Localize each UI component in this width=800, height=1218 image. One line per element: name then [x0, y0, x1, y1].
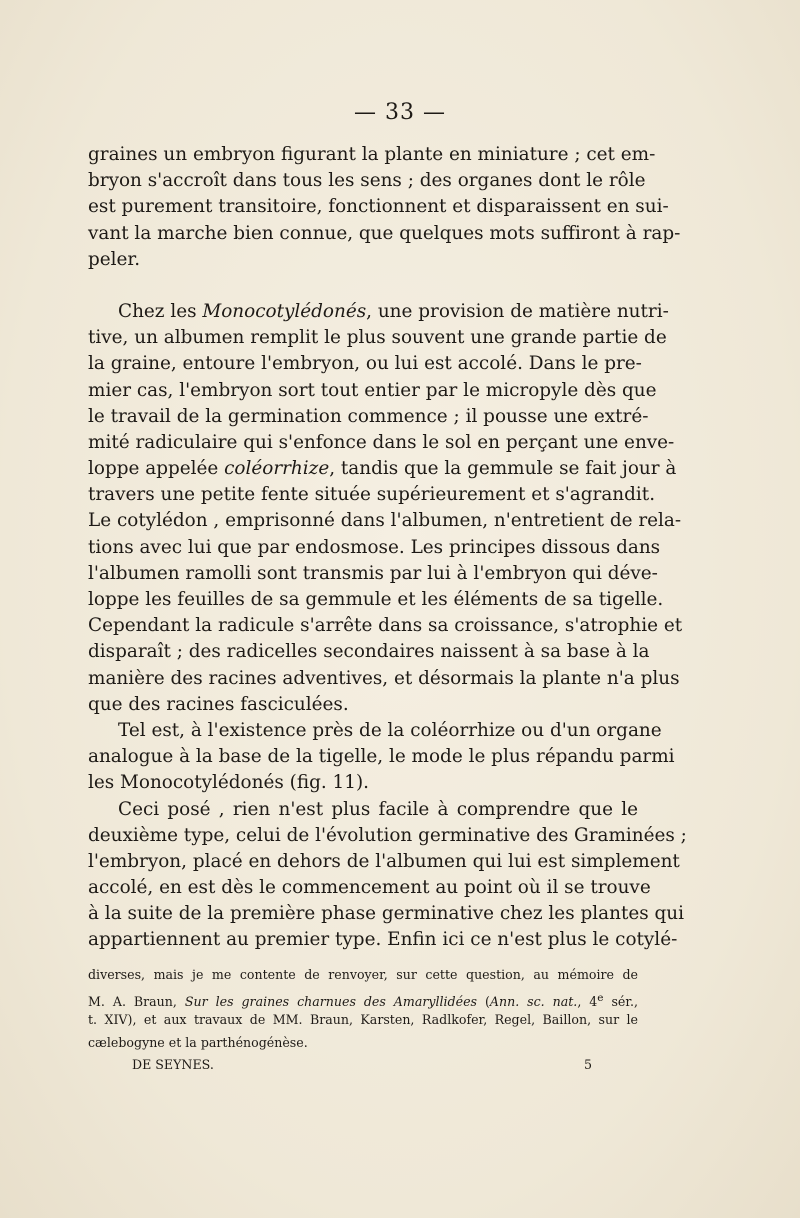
text-line: analogue à la base de la tigelle, le mode le plus répandu parmi: [88, 746, 675, 768]
text-line: [88, 456, 677, 482]
text-line: l'embryon, placé en dehors de l'albumen qui lui est simplement: [88, 850, 680, 872]
text-line: manière des racines adventives, et désormais la plante n'a plus: [88, 667, 680, 689]
text-line: est purement transitoire, fonctionnent et disparaissent en sui-: [88, 196, 669, 218]
text-line: Cependant la radicule s'arrête dans sa croissance, s'atrophie et: [88, 615, 683, 637]
text-line: loppe les feuilles de sa gemmule et les éléments de sa tigelle.: [88, 589, 664, 610]
text-fragment: M. A. Braun,: [88, 993, 185, 1009]
text-line: les Monocotylédonés (fig. 11).: [88, 772, 369, 794]
text-line: à la suite de la première phase germinative chez les plantes qui: [88, 903, 684, 925]
text-line: l'albumen ramolli sont transmis par lui à l'embryon qui déve-: [88, 562, 658, 584]
sheet-number: 5: [583, 1057, 592, 1072]
paragraph-monocotyledons: [88, 299, 683, 718]
text-line: mité radiculaire qui s'enfonce dans le sol en perçant une enve-: [88, 431, 675, 453]
text-line: deuxième type, celui de l'évolution germinative des Graminées ;: [88, 824, 687, 846]
text-line: bryon s'accroît dans tous les sens ; des organes dont le rôle: [88, 170, 646, 192]
text-fragment: sér.,: [603, 993, 639, 1009]
text-line: peler.: [88, 248, 141, 270]
paragraph-gap: [88, 273, 638, 299]
text-fragment: (: [477, 993, 490, 1009]
paragraph-coleorrhiza: [88, 718, 675, 797]
text-line: Ceci posé , rien n'est plus facile à comprendre que le: [118, 798, 638, 820]
text-line: [88, 299, 669, 325]
page-number: — 33 —: [354, 100, 446, 125]
footnote-line: t. XIV), et aux travaux de MM. Braun, Karsten, Radlkofer, Regel, Baillon, sur le: [88, 1012, 638, 1027]
footnote: [88, 964, 638, 1054]
text-line: vant la marche bien connue, que quelques mots suffiront à rap-: [88, 222, 681, 244]
text-line: accolé, en est dès le commencement au point où il se trouve: [88, 877, 651, 899]
text-fragment: loppe appelée: [88, 458, 225, 480]
text-line: Le cotylédon , emprisonné dans l'albumen, n'entretient de rela-: [88, 510, 682, 532]
text-line: travers une petite fente située supérieurement et s'agrandit.: [88, 484, 656, 506]
text-line: la graine, entoure l'embryon, ou lui est accolé. Dans le pre-: [88, 353, 642, 375]
text-line: tive, un albumen remplit le plus souvent une grande partie de: [88, 327, 667, 349]
text-line: mier cas, l'embryon sort tout entier par le micropyle dès que: [88, 379, 657, 401]
footnote-line: diverses, mais je me contente de renvoyer, sur cette question, au mémoire de: [88, 967, 638, 982]
text-fragment: , 4: [577, 993, 598, 1009]
text-line: le travail de la germination commence ; il pousse une extré-: [88, 405, 649, 427]
main-text: [88, 142, 687, 954]
italic-title: Sur les graines charnues des Amaryllidées: [184, 993, 477, 1009]
text-fragment: Chez les: [118, 300, 203, 322]
footnote-line: [88, 987, 638, 1010]
author-signature: DE SEYNES.: [132, 1057, 214, 1072]
paragraph-intro: [88, 142, 681, 273]
superscript: e: [597, 991, 604, 1004]
text-line: Tel est, à l'existence près de la coléorrhize ou d'un organe: [118, 719, 662, 741]
italic-term: Monocotylédonés: [202, 300, 367, 322]
italic-term: coléorrhize: [224, 458, 330, 480]
text-line: appartiennent au premier type. Enfin ici ce n'est plus le cotylé-: [88, 929, 678, 951]
signature-row: [132, 1057, 592, 1072]
text-fragment: , une provision de matière nutri-: [366, 300, 669, 322]
text-line: tions avec lui que par endosmose. Les principes dissous dans: [88, 536, 661, 558]
text-line: disparaît ; des radicelles secondaires naissent à sa base à la: [88, 641, 650, 663]
text-fragment: , tandis que la gemmule se fait jour à: [329, 458, 677, 480]
footnote-line: cælebogyne et la parthénogénèse.: [88, 1034, 308, 1050]
paragraph-graminees: [88, 797, 687, 954]
italic-journal: Ann. sc. nat.: [489, 993, 578, 1009]
text-line: que des racines fasciculées.: [88, 693, 349, 715]
text-line: graines un embryon figurant la plante en miniature ; cet em-: [88, 144, 656, 165]
